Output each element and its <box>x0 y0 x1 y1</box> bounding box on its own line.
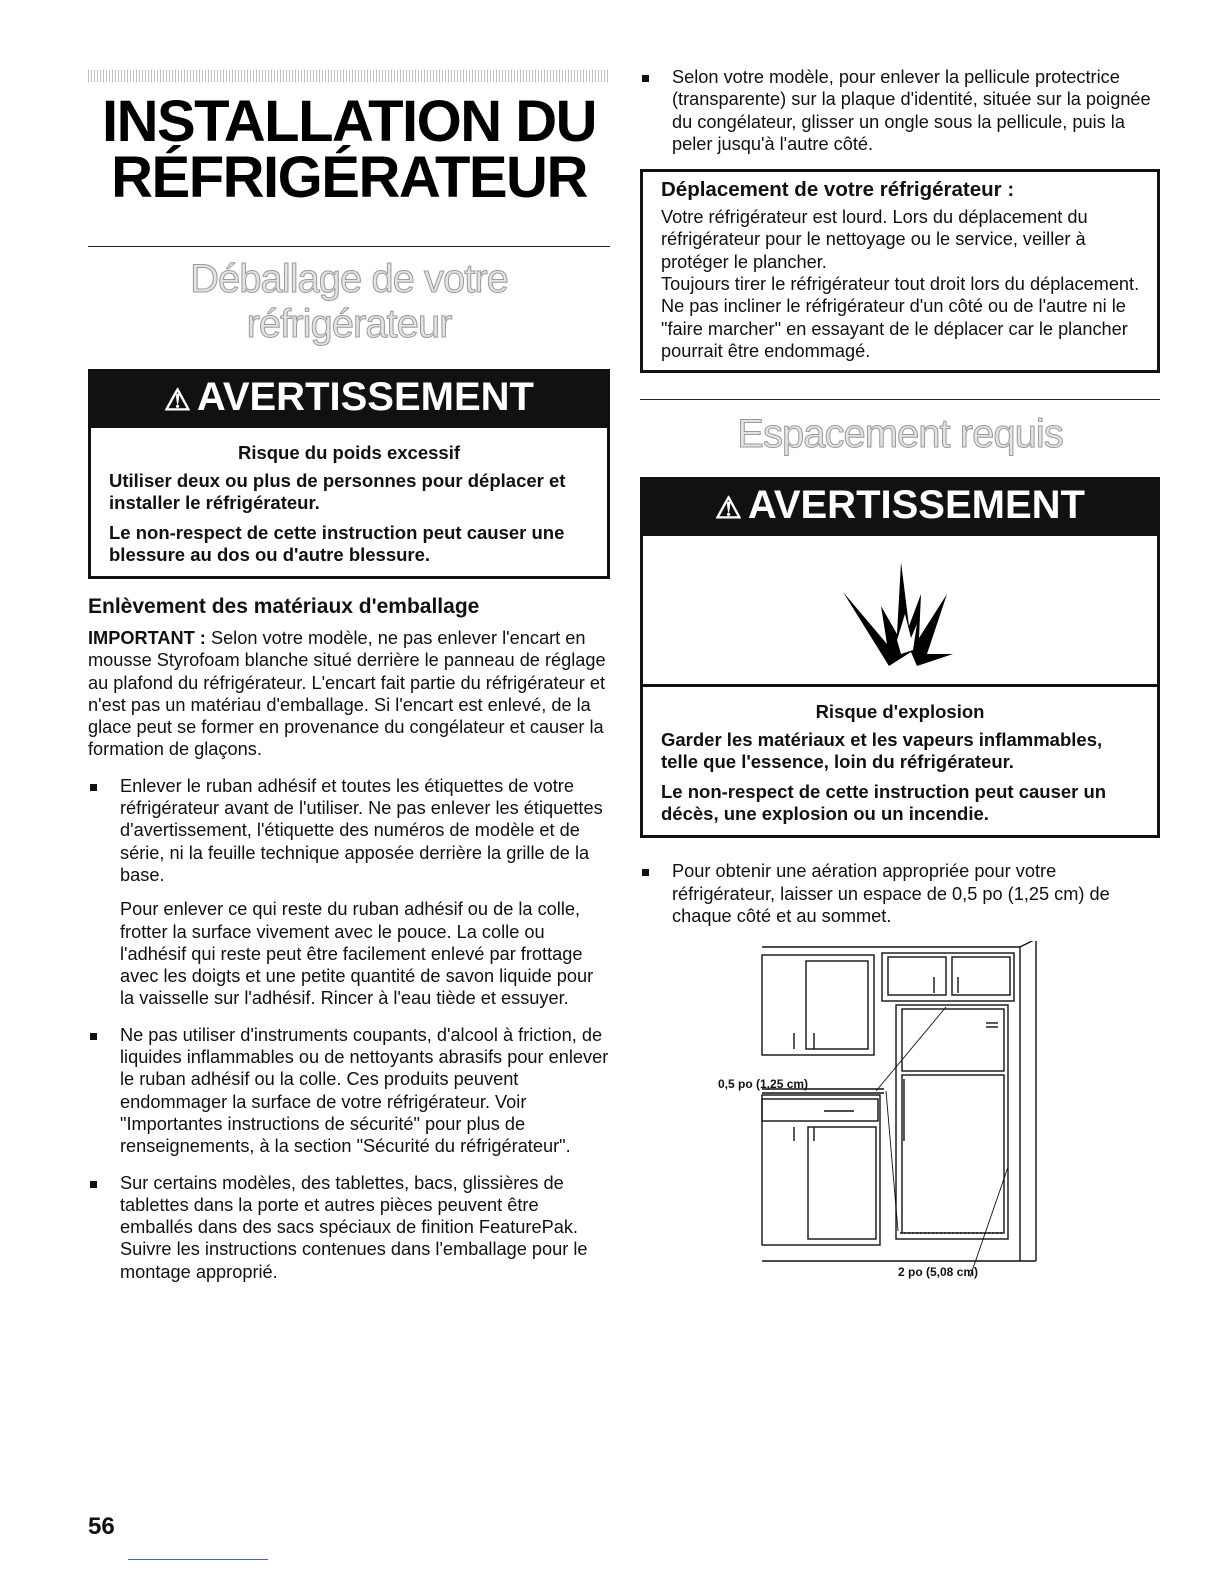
footer-line <box>128 1559 268 1560</box>
bullet-square-icon <box>642 869 649 876</box>
warning-triangle-icon: ⚠ <box>715 492 742 526</box>
moving-info-box <box>640 169 1160 373</box>
clearance-diagram <box>718 941 1058 1289</box>
left-column <box>88 60 610 1297</box>
moving-title: Déplacement de votre réfrigérateur : <box>661 178 1015 202</box>
bottom-clearance-label: 2 po (5,08 cm) <box>898 1265 979 1280</box>
explosion-icon <box>835 554 965 666</box>
title-hatch-bar <box>88 70 610 82</box>
explosion-symbol-area <box>643 536 1157 687</box>
page-number: 56 <box>88 1513 115 1540</box>
film-bullet-list <box>640 66 1160 155</box>
section-title-espacement: Espacement requis <box>737 412 1063 457</box>
subhead-packing: Enlèvement des matériaux d'emballage <box>88 595 480 618</box>
warning-body <box>643 687 1157 835</box>
side-clearance-label: 0,5 po (1,25 cm) <box>718 1077 809 1092</box>
moving-paragraph-2: Toujours tirer le réfrigérateur tout droit lors du déplacement. Ne pas incliner le réfrigérateur d'un côté ou de l'autre ni le "faire marcher" en essayant de le déplacer car le plancher pourrait être endommagé. <box>661 274 1140 361</box>
list-item: Enlever le ruban adhésif et toutes les étiquettes de votre réfrigérateur avant de l'utiliser. Ne pas enlever les étiquettes d'avertissement, l'étiquette des numéros de modèle et de série, ni la feuille technique apposée derrière la grille de la base. Pour enlever ce qui reste du ruban adhésif ou de la colle, frotter la surface vivement avec le pouce. La colle ou l'adhésif qui reste peut être facilement enlevé par frottage avec les doigts et une petite quantité de savon liquide pour la vaisselle sur l'adhésif. Rincer à l'eau tiède et essuyer. <box>88 775 610 1010</box>
warning-header: ⚠ AVERTISSEMENT <box>643 480 1157 536</box>
bullet-square-icon <box>90 1181 97 1188</box>
list-item: Sur certains modèles, des tablettes, bacs, glissières de tablettes dans la porte et autres pièces peuvent être emballés dans des sacs spéciaux de finition FeaturePak. Suivre les instructions contenues dans l'emballage pour le montage approprié. <box>88 1172 610 1283</box>
moving-paragraph-1: Votre réfrigérateur est lourd. Lors du déplacement du réfrigérateur pour le nettoyage ou le service, veiller à protéger le plancher. <box>661 207 1088 272</box>
warning-instruction: Utiliser deux ou plus de personnes pour déplacer et installer le réfrigérateur. <box>109 470 566 513</box>
right-column <box>640 62 1160 1289</box>
title-line-2: RÉFRIGÉRATEUR <box>111 145 587 210</box>
list-item: Ne pas utiliser d'instruments coupants, d'alcool à friction, de liquides inflammables ou de nettoyants abrasifs pour enlever le ruban adhésif ou la colle. Ces produits peuvent endommager la surface de votre réfrigérateur. Voir "Importantes instructions de sécurité" pour plus de renseignements, à la section "Sécurité du réfrigérateur". <box>88 1024 610 1158</box>
packing-bullet-list <box>88 775 610 1283</box>
bullet-square-icon <box>642 75 649 82</box>
warning-consequence: Le non-respect de cette instruction peut causer une blessure au dos ou d'autre blessure. <box>109 522 565 565</box>
warning-box-weight <box>88 369 610 579</box>
air-bullet-list <box>640 860 1160 927</box>
warning-risk-title: Risque du poids excessif <box>237 442 461 463</box>
warning-instruction: Garder les matériaux et les vapeurs inflammables, telle que l'essence, loin du réfrigérateur. <box>661 729 1103 773</box>
list-item-subparagraph: Pour enlever ce qui reste du ruban adhésif ou de la colle, frotter la surface vivement avec le pouce. La colle ou l'adhésif qui reste peut être facilement enlevé par frottage avec les doigts et une petite quantité de savon liquide pour la vaisselle sur l'adhésif. Rincer à l'eau tiède et essuyer. <box>120 899 594 1009</box>
divider <box>88 246 610 247</box>
list-item: Selon votre modèle, pour enlever la pellicule protectrice (transparente) sur la plaque d'identité, située sur la poignée du congélateur, glisser un ongle sous la pellicule, puis la peler jusqu'à l'autre côté. <box>640 66 1160 155</box>
important-text: Selon votre modèle, ne pas enlever l'encart en mousse Styrofoam blanche situé derrière le panneau de réglage au plafond du réfrigérateur. L'encart fait partie du réfrigérateur et n'est pas un matériau d'emballage. Si l'encart est enlevé, de la glace peut se former en provenance du congélateur et causer la formation de glaçons. <box>88 628 606 760</box>
warning-header: ⚠ AVERTISSEMENT <box>91 372 607 428</box>
important-paragraph <box>88 627 610 761</box>
warning-body <box>91 428 607 576</box>
warning-box-explosion <box>640 477 1160 838</box>
page-title <box>88 89 610 210</box>
warning-consequence: Le non-respect de cette instruction peut causer un décès, une explosion ou un incendie. <box>661 781 1107 825</box>
section-title-deballage: Déballage de votre réfrigérateur <box>190 257 508 346</box>
bullet-square-icon <box>90 784 97 791</box>
warning-triangle-icon: ⚠ <box>164 384 191 417</box>
title-line-1: INSTALLATION DU <box>101 89 597 154</box>
warning-risk-title: Risque d'explosion <box>815 701 985 723</box>
bullet-square-icon <box>90 1033 97 1040</box>
fridge-clearance-illustration <box>758 941 1058 1289</box>
important-label: IMPORTANT : <box>88 628 206 648</box>
list-item: Pour obtenir une aération appropriée pour votre réfrigérateur, laisser un espace de 0,5 po (1,25 cm) de chaque côté et au sommet. <box>640 860 1160 927</box>
divider <box>640 399 1160 400</box>
